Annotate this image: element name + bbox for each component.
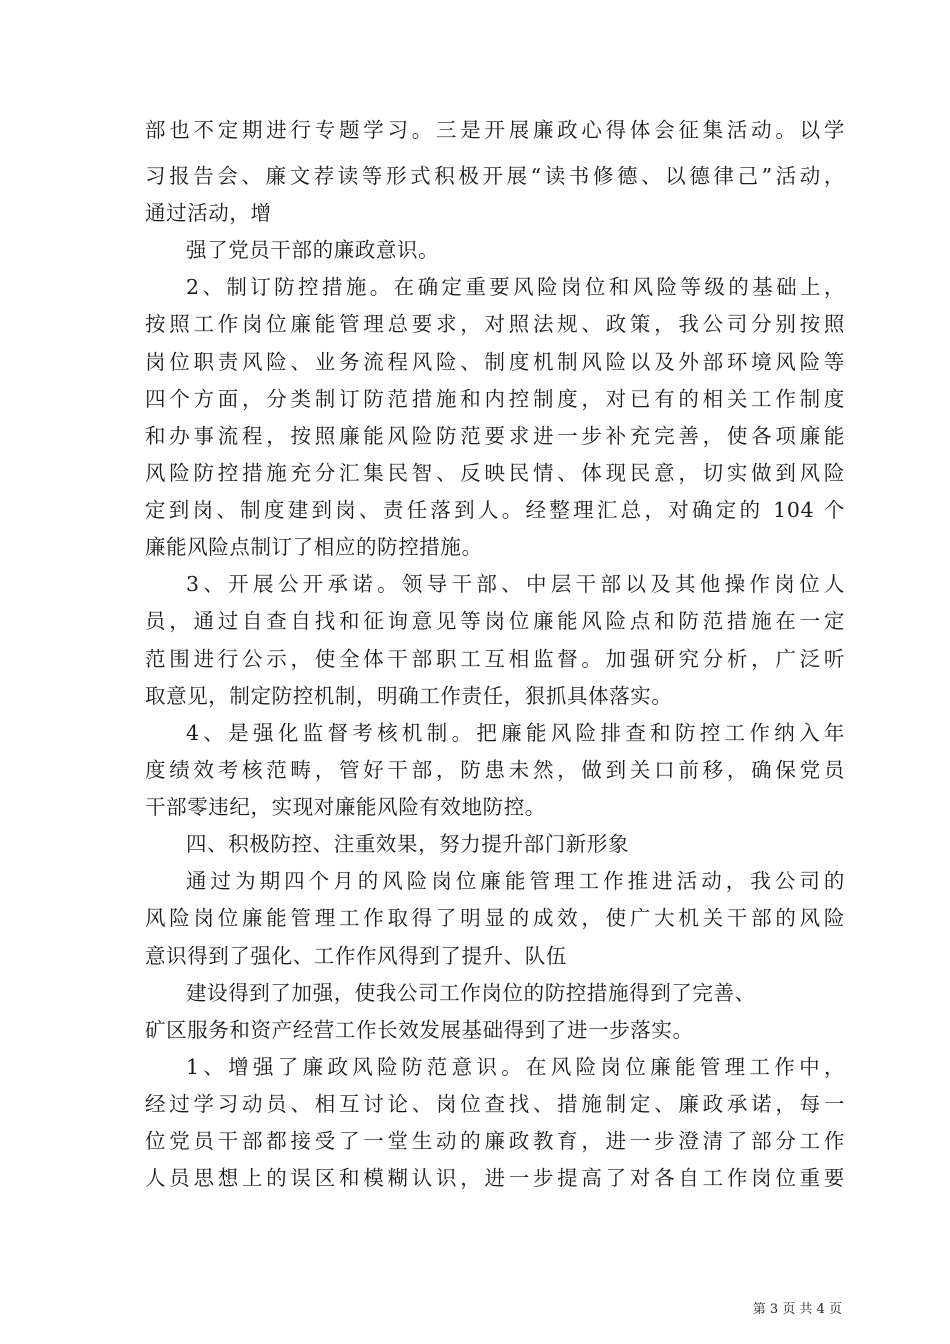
text-line: 习报告会、廉文荐读等形式积极开展“读书修德、以德律己”活动， — [145, 164, 845, 188]
text-line: 强了党员干部的廉政意识。 — [186, 238, 440, 262]
text-line: 通过活动，增 — [145, 201, 272, 225]
text-line: 矿区服务和资产经营工作长效发展基础得到了进一步落实。 — [145, 1018, 694, 1042]
text-line: 风险岗位廉能管理工作取得了明显的成效，使广大机关干部的风险 — [145, 906, 845, 930]
text-line: 和办事流程，按照廉能风险防范要求进一步补充完善，使各项廉能 — [145, 424, 845, 448]
text-line: 建设得到了加强，使我公司工作岗位的防控措施得到了完善、 — [186, 981, 756, 1005]
text-line: 四个方面，分类制订防范措施和内控制度，对已有的相关工作制度 — [145, 387, 845, 411]
text-line: 意识得到了强化、工作作风得到了提升、队伍 — [145, 944, 567, 968]
text-line: 经过学习动员、相互讨论、岗位查找、措施制定、廉政承诺，每一 — [145, 1092, 845, 1116]
text-line: 定到岗、制度建到岗、责任落到人。经整理汇总，对确定的 104 个 — [145, 498, 845, 522]
text-line: 1、增强了廉政风险防范意识。在风险岗位廉能管理工作中， — [186, 1055, 845, 1079]
text-line: 位党员干部都接受了一堂生动的廉政教育，进一步澄清了部分工作 — [145, 1129, 845, 1153]
text-line: 范围进行公示，使全体干部职工互相监督。加强研究分析，广泛听 — [145, 647, 845, 671]
text-line: 员，通过自查自找和征询意见等岗位廉能风险点和防范措施在一定 — [145, 609, 845, 633]
text-line: 风险防控措施充分汇集民智、反映民情、体现民意，切实做到风险 — [145, 461, 845, 485]
text-line: 部也不定期进行专题学习。三是开展廉政心得体会征集活动。以学 — [145, 118, 845, 142]
page-number: 第 3 页 共 4 页 — [752, 1302, 842, 1317]
text-line: 3、开展公开承诺。领导干部、中层干部以及其他操作岗位人 — [186, 572, 845, 596]
text-line: 按照工作岗位廉能管理总要求，对照法规、政策，我公司分别按照 — [145, 312, 845, 336]
text-line: 岗位职责风险、业务流程风险、制度机制风险以及外部环境风险等 — [145, 350, 845, 374]
text-line: 2、制订防控措施。在确定重要风险岗位和风险等级的基础上， — [186, 275, 845, 299]
text-line: 干部零违纪，实现对廉能风险有效地防控。 — [145, 795, 546, 819]
text-line: 取意见，制定防控机制，明确工作责任，狠抓具体落实。 — [145, 684, 673, 708]
text-line: 通过为期四个月的风险岗位廉能管理工作推进活动，我公司的 — [186, 869, 845, 893]
text-line: 人员思想上的误区和模糊认识，进一步提高了对各自工作岗位重要 — [145, 1166, 845, 1190]
text-line: 度绩效考核范畴，管好干部，防患未然，做到关口前移，确保党员 — [145, 758, 845, 782]
text-line: 4、是强化监督考核机制。把廉能风险排查和防控工作纳入年 — [186, 721, 845, 745]
section-heading: 四、积极防控、注重效果，努力提升部门新形象 — [186, 832, 630, 856]
text-line: 廉能风险点制订了相应的防控措施。 — [145, 535, 483, 559]
